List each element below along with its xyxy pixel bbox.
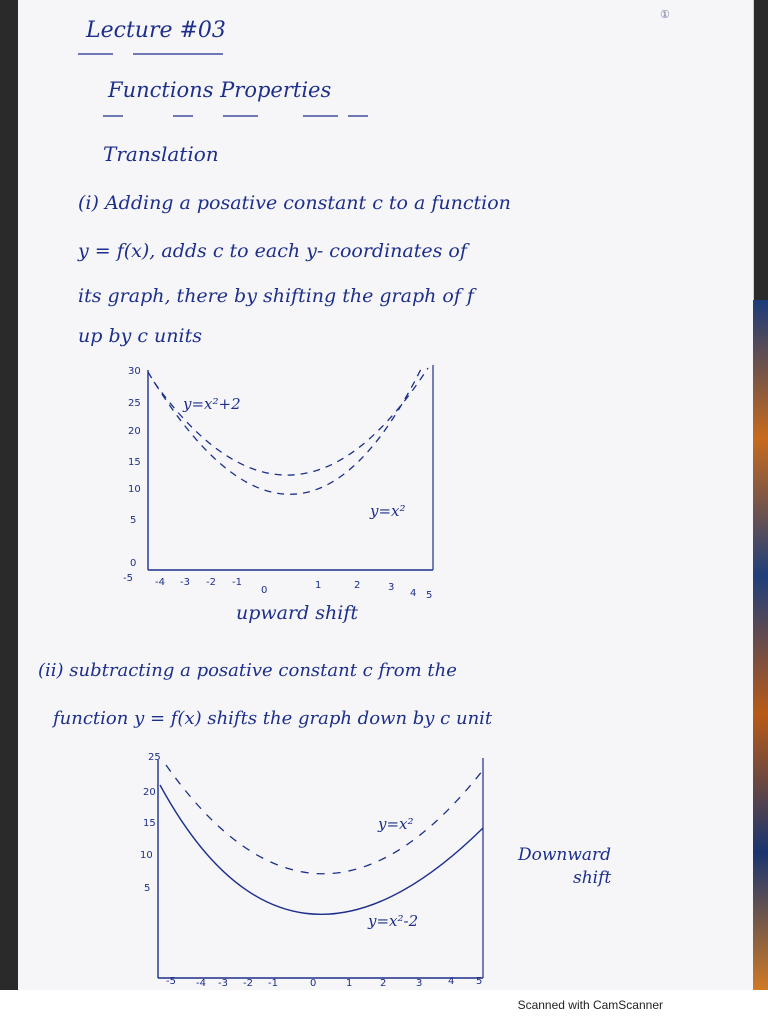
graph2-xtick: -4 [196, 978, 206, 989]
graph1-curve-upper [154, 368, 428, 475]
section2-line-2: function y = f(x) shifts the graph down by c unit [53, 708, 493, 729]
graph1-ytick: 15 [128, 457, 141, 468]
graph2-xtick: 4 [448, 976, 455, 987]
notebook-page [18, 0, 754, 990]
graph2-xtick: -1 [268, 978, 278, 989]
graph1-curve-lower [148, 365, 423, 494]
graph2-xtick: 3 [416, 978, 423, 989]
graph-downward-shift [138, 750, 498, 990]
graph2-label-lower: y=x²-2 [368, 912, 419, 930]
desk-edge-background [753, 300, 768, 990]
graph1-xtick: 2 [354, 580, 361, 591]
graph-upward-shift [118, 360, 448, 590]
section-heading: Functions Properties [108, 78, 332, 102]
graph1-ytick: 20 [128, 426, 141, 437]
graph1-xtick: -4 [155, 577, 165, 588]
graph2-xtick: 0 [310, 978, 317, 989]
graph2-curve-upper [166, 765, 483, 874]
graph1-xtick: -3 [180, 577, 190, 588]
graph1-ytick: 5 [130, 515, 137, 526]
title-underline [73, 46, 253, 60]
graph1-caption: upward shift [236, 602, 359, 624]
graph2-caption-line1: Downward [518, 845, 612, 865]
lecture-title: Lecture #03 [86, 18, 226, 43]
graph1-label-upper: y=x²+2 [183, 395, 241, 413]
page-number: ① [660, 8, 670, 21]
graph1-ytick: 10 [128, 484, 141, 495]
graph1-xtick: 5 [426, 590, 433, 601]
graph1-ytick: 25 [128, 398, 141, 409]
section1-line-3: its graph, there by shifting the graph of f [78, 285, 474, 307]
graph1-xtick: 4 [410, 588, 417, 599]
heading-underline [98, 110, 378, 124]
graph1-xtick: 1 [315, 580, 322, 591]
graph2-ytick: 25 [148, 752, 161, 763]
graph2-xtick: 2 [380, 978, 387, 989]
graph2-xtick: -2 [243, 978, 253, 989]
graph1-label-lower: y=x² [370, 502, 406, 520]
section1-line-4: up by c units [78, 325, 202, 347]
section2-line-1: (ii) subtracting a posative constant c from the [38, 660, 457, 681]
graph2-ytick: 20 [143, 787, 156, 798]
graph1-xtick: -2 [206, 577, 216, 588]
graph1-xtick: 0 [261, 585, 268, 596]
graph1-ytick: 30 [128, 366, 141, 377]
graph2-xtick: 5 [476, 976, 483, 987]
graph1-xtick: -5 [123, 573, 133, 584]
graph1-xtick: 3 [388, 582, 395, 593]
graph1-xtick: -1 [232, 577, 242, 588]
graph2-curve-lower [160, 785, 483, 914]
scanner-watermark: Scanned with CamScanner [517, 998, 663, 1012]
section1-line-2: y = f(x), adds c to each y- coordinates of [78, 240, 467, 262]
section1-line-1: (i) Adding a posative constant c to a function [78, 192, 511, 214]
graph2-xtick: -5 [166, 976, 176, 987]
graph2-ytick: 15 [143, 818, 156, 829]
graph1-ytick: 0 [130, 558, 137, 569]
scan-footer [0, 990, 768, 1024]
graph2-caption-line2: shift [573, 868, 612, 888]
graph2-label-upper: y=x² [378, 815, 414, 833]
graph2-ytick: 5 [144, 883, 151, 894]
graph2-ytick: 10 [140, 850, 153, 861]
graph2-xtick: 1 [346, 978, 353, 989]
graph2-xtick: -3 [218, 978, 228, 989]
bullet-translation: Translation [103, 142, 219, 166]
